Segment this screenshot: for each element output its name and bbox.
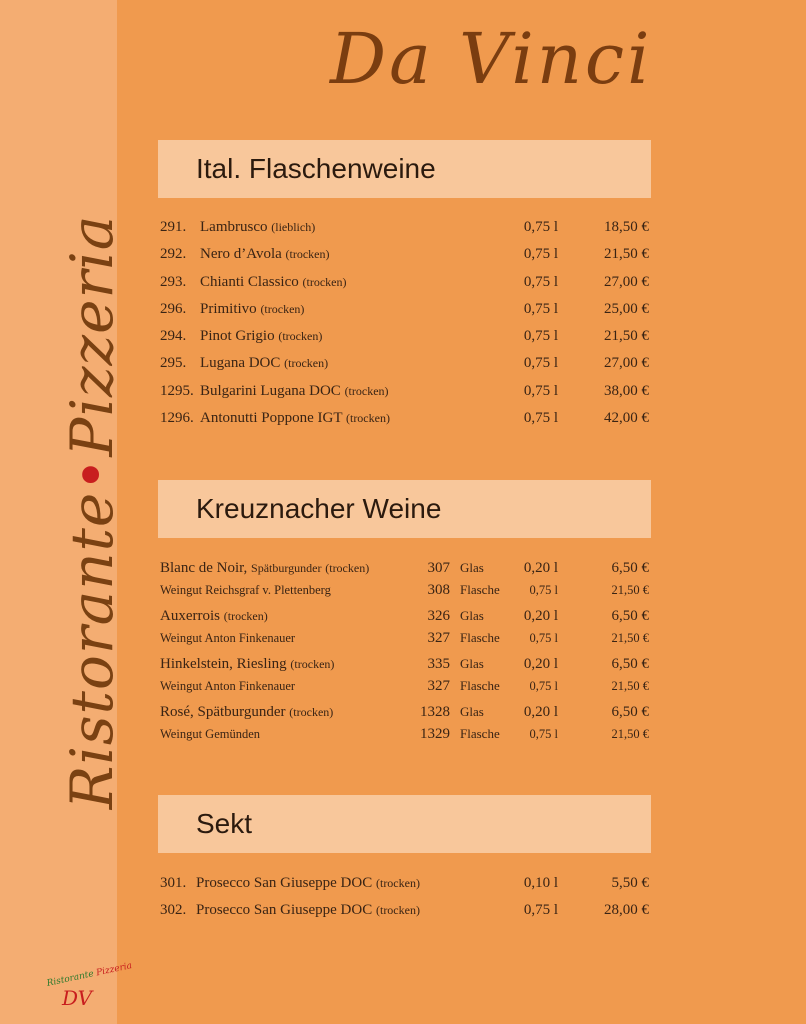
item-note: (trocken) <box>375 876 420 890</box>
wine-name-text: Hinkelstein, Riesling <box>160 656 287 672</box>
item-number: 296. <box>160 300 187 317</box>
item-name <box>196 870 420 897</box>
wine-name-text: Rosé, Spätburgunder <box>160 704 286 720</box>
wine-name-text: Auxerrois <box>160 608 220 624</box>
bottle-volume: 0,75 l <box>529 631 558 645</box>
bottle-unit: Flasche <box>460 582 500 597</box>
item-name <box>200 323 322 350</box>
item-volume: 0,10 l <box>523 875 558 891</box>
winery-name: Weingut Anton Finkenauer <box>160 679 296 693</box>
wine-note: (trocken) <box>289 705 334 719</box>
item-name <box>200 350 328 377</box>
item-note: (trocken) <box>260 301 305 316</box>
section-header <box>158 140 651 198</box>
sidebar-panel <box>0 0 133 1024</box>
item-name <box>200 296 304 323</box>
item-name <box>200 269 346 296</box>
item-name <box>200 241 330 268</box>
wine-row-bottle <box>158 723 651 745</box>
item-number: 292. <box>160 246 187 263</box>
item-name-text: Prosecco San Giuseppe DOC <box>196 902 373 919</box>
glass-price: 6,50 € <box>611 608 649 624</box>
item-price: 27,00 € <box>604 273 649 290</box>
item-name-text: Primitivo <box>200 300 257 317</box>
item-name-text: Prosecco San Giuseppe DOC <box>196 875 373 891</box>
bottle-price: 21,50 € <box>611 679 649 693</box>
item-price: 18,50 € <box>604 219 649 235</box>
section-sekt <box>158 795 651 925</box>
section-header <box>158 795 651 853</box>
item-price: 21,50 € <box>604 246 649 263</box>
item-number: 291. <box>160 219 187 235</box>
wine-row-bottle <box>158 579 651 601</box>
bottle-price: 21,50 € <box>611 631 649 645</box>
wine-row-glass <box>158 557 651 579</box>
item-price: 5,50 € <box>611 875 649 891</box>
item-price: 28,00 € <box>604 902 649 919</box>
glass-volume: 0,20 l <box>523 704 558 720</box>
item-note: (trocken) <box>375 903 420 918</box>
wine-list <box>158 214 651 432</box>
item-volume: 0,75 l <box>523 382 558 399</box>
section-kreuznacher <box>158 480 651 749</box>
list-item <box>158 214 651 241</box>
list-item <box>158 405 651 432</box>
bottle-volume: 0,75 l <box>529 583 558 597</box>
wine-group <box>158 557 651 601</box>
wine-row-glass <box>158 701 651 723</box>
item-name-text: Nero d’Avola <box>200 246 282 263</box>
item-note: (trocken) <box>278 329 323 344</box>
bottle-unit: Flasche <box>460 630 500 645</box>
glass-volume: 0,20 l <box>523 608 558 624</box>
wine-name <box>160 653 334 675</box>
bottle-number: 327 <box>427 678 450 694</box>
item-name-text: Chianti Classico <box>200 273 299 290</box>
dv-logo <box>45 961 133 1016</box>
item-volume: 0,75 l <box>523 273 558 290</box>
glass-unit: Glas <box>460 560 484 575</box>
bottle-price: 21,50 € <box>611 583 649 597</box>
item-number: 1296. <box>160 410 194 427</box>
glass-number: 307 <box>427 560 450 576</box>
glass-number: 335 <box>427 656 450 672</box>
wine-note: (trocken) <box>325 561 370 575</box>
item-volume: 0,75 l <box>523 410 558 427</box>
brand-title: Da Vinci <box>330 18 653 100</box>
item-note: (trocken) <box>284 356 329 371</box>
wine-group <box>158 701 651 745</box>
list-item <box>158 296 651 323</box>
list-item <box>158 350 651 377</box>
glass-unit: Glas <box>460 704 484 719</box>
item-number: 1295. <box>160 382 194 399</box>
wine-note: (trocken) <box>223 609 268 623</box>
side-title-dot: • <box>58 456 126 492</box>
item-number: 294. <box>160 328 187 345</box>
item-name-text: Lugana DOC <box>200 355 281 372</box>
item-number: 293. <box>160 273 187 290</box>
bottle-volume: 0,75 l <box>529 679 558 693</box>
item-price: 42,00 € <box>604 410 649 427</box>
glass-number: 1328 <box>420 704 450 720</box>
item-note: (lieblich) <box>271 220 316 234</box>
item-volume: 0,75 l <box>523 246 558 263</box>
wine-list <box>158 870 651 925</box>
list-item <box>158 870 651 897</box>
logo-small-text: Ristorante Pizzeria <box>45 961 133 989</box>
glass-volume: 0,20 l <box>523 656 558 672</box>
item-price: 21,50 € <box>604 328 649 345</box>
wine-row-bottle <box>158 627 651 649</box>
section-flaschenweine <box>158 140 651 432</box>
glass-unit: Glas <box>460 656 484 671</box>
glass-price: 6,50 € <box>611 656 649 672</box>
bottle-price: 21,50 € <box>611 727 649 741</box>
section-header <box>158 480 651 538</box>
wine-list <box>158 557 651 745</box>
bottle-volume: 0,75 l <box>529 727 558 741</box>
item-volume: 0,75 l <box>523 902 558 919</box>
wine-row-glass <box>158 653 651 675</box>
item-price: 25,00 € <box>604 300 649 317</box>
wine-name <box>160 701 333 723</box>
wine-row-glass <box>158 605 651 627</box>
item-number: 302. <box>160 902 187 919</box>
item-name <box>196 897 420 924</box>
wine-name <box>160 605 268 627</box>
section-title: Kreuznacher Weine <box>196 493 442 524</box>
section-title: Ital. Flaschenweine <box>196 153 436 184</box>
logo-mark: DV <box>62 986 93 1010</box>
item-name-text: Antonutti Poppone IGT <box>200 410 343 427</box>
winery-name: Weingut Reichsgraf v. Plettenberg <box>160 583 331 597</box>
list-item <box>158 323 651 350</box>
item-volume: 0,75 l <box>523 328 558 345</box>
item-note: (trocken) <box>345 411 390 426</box>
glass-unit: Glas <box>460 608 484 623</box>
bottle-unit: Flasche <box>460 726 500 741</box>
glass-volume: 0,20 l <box>523 560 558 576</box>
item-name <box>200 405 390 432</box>
bottle-unit: Flasche <box>460 678 500 693</box>
item-name <box>200 378 389 405</box>
glass-number: 326 <box>427 608 450 624</box>
list-item <box>158 897 651 924</box>
list-item <box>158 241 651 268</box>
winery-name: Weingut Gemünden <box>160 727 261 741</box>
item-volume: 0,75 l <box>523 355 558 372</box>
wine-row-bottle <box>158 675 651 697</box>
side-title-ristorante: Ristorante <box>58 491 126 810</box>
item-name-text: Lambrusco <box>200 219 268 235</box>
wine-grape: Spätburgunder <box>251 561 322 575</box>
wine-group <box>158 653 651 697</box>
item-name <box>200 214 315 241</box>
glass-price: 6,50 € <box>611 560 649 576</box>
section-title: Sekt <box>196 808 253 839</box>
wine-group <box>158 605 651 649</box>
bottle-number: 308 <box>427 582 450 598</box>
list-item <box>158 378 651 405</box>
item-note: (trocken) <box>344 383 389 398</box>
side-title <box>58 215 126 810</box>
item-volume: 0,75 l <box>523 300 558 317</box>
winery-name: Weingut Anton Finkenauer <box>160 631 296 645</box>
wine-note: (trocken) <box>290 657 335 671</box>
item-name-text: Bulgarini Lugana DOC <box>200 382 341 399</box>
wine-name-text: Blanc de Noir, <box>160 560 248 576</box>
side-title-pizzeria: Pizzeria <box>58 214 126 457</box>
item-price: 38,00 € <box>604 382 649 399</box>
item-price: 27,00 € <box>604 355 649 372</box>
item-volume: 0,75 l <box>523 219 558 235</box>
item-note: (trocken) <box>302 274 347 289</box>
glass-price: 6,50 € <box>611 704 649 720</box>
item-note: (trocken) <box>285 247 330 262</box>
item-name-text: Pinot Grigio <box>200 328 275 345</box>
bottle-number: 1329 <box>420 726 450 742</box>
wine-name <box>160 557 369 579</box>
list-item <box>158 269 651 296</box>
item-number: 301. <box>160 875 187 891</box>
item-number: 295. <box>160 355 187 372</box>
bottle-number: 327 <box>427 630 450 646</box>
